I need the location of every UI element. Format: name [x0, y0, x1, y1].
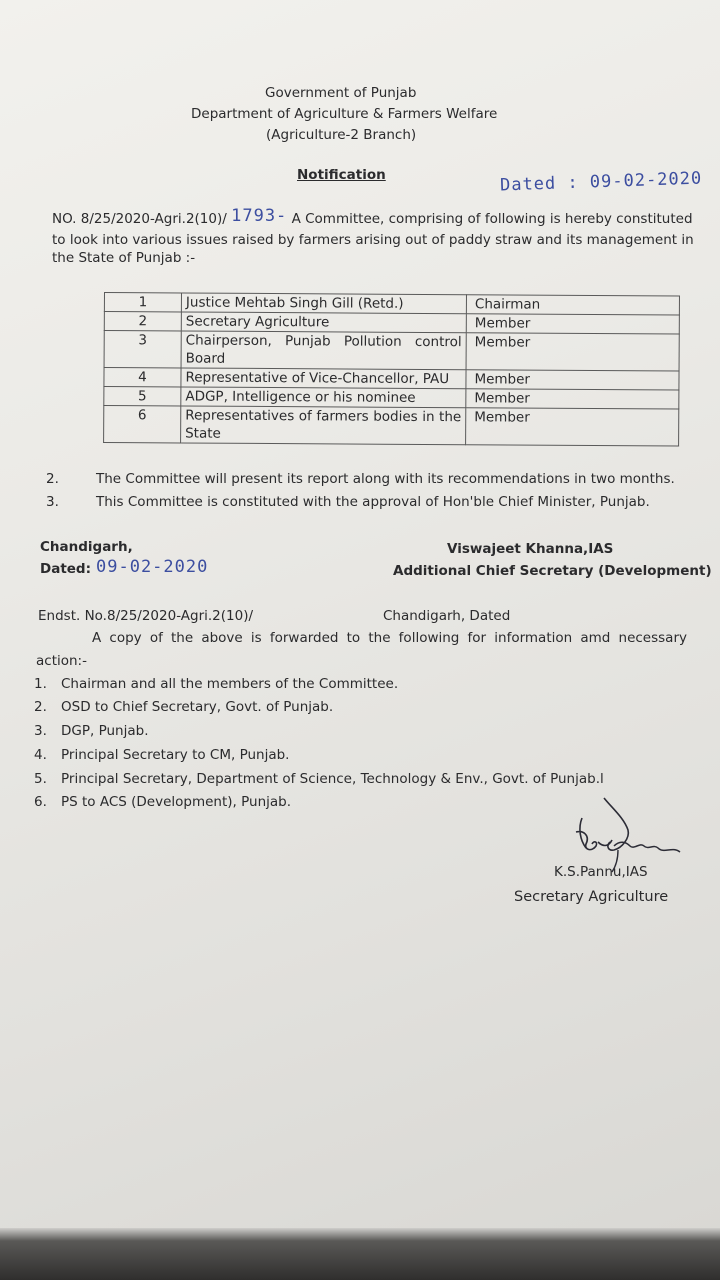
- distribution-item: OSD to Chief Secretary, Govt. of Punjab.: [61, 699, 334, 715]
- officer-name: Viswajeet Khanna,IAS: [447, 541, 614, 557]
- committee-member-role: Member: [466, 370, 679, 390]
- endorsement-line1: A copy of the above is forwarded to the following for information amd necessary: [92, 630, 687, 646]
- committee-member-name-line: Representatives of farmers bodies in the: [185, 407, 462, 426]
- header-government: Government of Punjab: [265, 85, 417, 101]
- committee-row-number: 4: [104, 368, 181, 387]
- committee-row-number: 3: [104, 331, 181, 368]
- committee-member-role: Member: [466, 333, 679, 371]
- notification-title: Notification: [297, 167, 386, 183]
- endorsement-place-dated: Chandigarh, Dated: [383, 608, 511, 624]
- handwritten-date: Dated : 09-02-2020: [499, 168, 703, 196]
- committee-member-name-line: Board: [185, 350, 226, 367]
- point-number: 2.: [46, 471, 59, 487]
- committee-row-number: 2: [104, 312, 181, 331]
- intro-line3: the State of Punjab :-: [52, 250, 196, 266]
- distribution-item-number: 6.: [34, 794, 47, 810]
- committee-row: [104, 406, 679, 447]
- distribution-item-number: 4.: [34, 747, 47, 763]
- point-text: The Committee will present its report along with its recommendations in two months.: [96, 471, 675, 487]
- point-number: 3.: [46, 494, 59, 510]
- committee-member-name-line: ADGP, Intelligence or his nominee: [185, 388, 416, 406]
- officer-designation: Additional Chief Secretary (Development): [393, 563, 712, 579]
- distribution-item: DGP, Punjab.: [61, 723, 149, 739]
- distribution-item: Chairman and all the members of the Committee.: [61, 676, 399, 692]
- committee-member-name-line: Representative of Vice-Chancellor, PAU: [185, 369, 450, 388]
- committee-row-number: 6: [104, 406, 181, 443]
- header-branch: (Agriculture-2 Branch): [266, 127, 417, 143]
- distribution-item: PS to ACS (Development), Punjab.: [61, 794, 292, 810]
- dated-label: Dated:: [40, 561, 91, 577]
- intro-line2: to look into various issues raised by farmers arising out of paddy straw and its management in: [52, 232, 694, 248]
- notification-number-prefix: NO. 8/25/2020-Agri.2(10)/: [52, 211, 227, 227]
- committee-member-role: Member: [466, 314, 679, 334]
- handwritten-dated: 09-02-2020: [96, 557, 209, 577]
- distribution-item: Principal Secretary to CM, Punjab.: [61, 747, 290, 763]
- committee-member-name: [181, 312, 466, 333]
- table-surface: [0, 1228, 720, 1280]
- signatory-designation: Secretary Agriculture: [514, 889, 669, 905]
- distribution-item-number: 5.: [34, 771, 47, 787]
- distribution-item-number: 2.: [34, 699, 47, 715]
- distribution-item: Principal Secretary, Department of Science, Technology & Env., Govt. of Punjab.l: [61, 771, 604, 787]
- committee-member-name: [181, 331, 466, 370]
- place-label: Chandigarh,: [40, 539, 133, 555]
- committee-member-name-line: Secretary Agriculture: [185, 313, 330, 331]
- committee-member-role: Chairman: [466, 295, 679, 315]
- committee-member-name: [181, 293, 466, 314]
- committee-member-role: Member: [466, 408, 679, 446]
- committee-member-name: [181, 368, 466, 389]
- committee-member-name: [181, 387, 466, 408]
- distribution-item-number: 3.: [34, 723, 47, 739]
- point-text: This Committee is constituted with the approval of Hon'ble Chief Minister, Punjab.: [96, 494, 650, 510]
- header-department: Department of Agriculture & Farmers Welfare: [191, 106, 498, 122]
- committee-member-name-line: Chairperson, Punjab Pollution control: [185, 332, 462, 351]
- signatory-name: K.S.Pannu,IAS: [554, 864, 648, 880]
- handwritten-number: 1793-: [231, 206, 288, 226]
- committee-row: [104, 331, 679, 372]
- endorsement-line2: action:-: [36, 653, 87, 669]
- intro-line1: A Committee, comprising of following is hereby constituted: [291, 211, 693, 227]
- endorsement-number: Endst. No.8/25/2020-Agri.2(10)/: [38, 608, 254, 624]
- committee-member-name-line: Justice Mehtab Singh Gill (Retd.): [185, 294, 404, 312]
- notification-number: [52, 206, 693, 228]
- committee-member-name: [181, 406, 466, 445]
- committee-table: [103, 292, 680, 447]
- committee-member-name-line: State: [185, 425, 221, 442]
- distribution-item-number: 1.: [34, 676, 47, 692]
- committee-row-number: 1: [104, 293, 181, 312]
- committee-row-number: 5: [104, 387, 181, 406]
- committee-member-role: Member: [466, 389, 679, 409]
